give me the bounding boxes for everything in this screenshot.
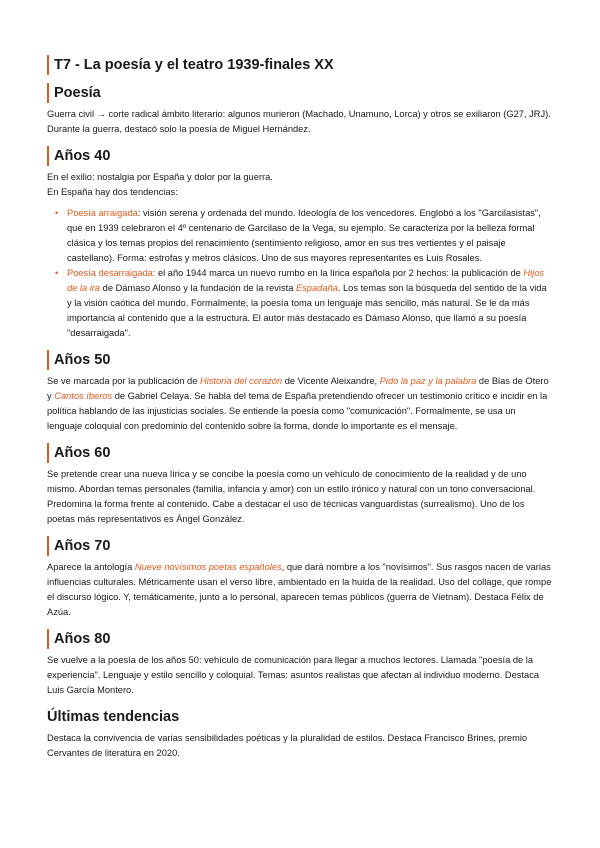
work-cantos-iberos: Cantos íberos: [54, 391, 113, 401]
heading-anos-50: Años 50: [47, 350, 553, 370]
section-anos-40: [47, 146, 553, 341]
term-desarraigada: Poesía desarraigada:: [67, 268, 156, 278]
poesia-text: Guerra civil → corte radical ámbito literario: algunos murieron (Machado, Unamuno, Lorca) y otros se exiliaron (G27, JRJ). Durante la guerra, destacó solo la poesía de Miguel Hernández.: [47, 109, 551, 134]
anos-80-text: Se vuelve a la poesía de los años 50: vehículo de comunicación para llegar a muchos lectores. Llamada "poesía de la experiencia". Lenguaje y estilo sencillo y coloquial. Temas: asuntos realistas que afectan al individuo moderno. Destaca Luis García Montero.: [47, 655, 540, 695]
desarraigada-text-b: de Dámaso Alonso y la fundación de la revista: [100, 283, 296, 293]
work-historia-del-corazon: Historia del corazón: [199, 376, 283, 386]
heading-poesia: Poesía: [47, 83, 553, 103]
anos-50-text-b: de Vicente Aleixandre,: [282, 376, 380, 386]
desarraigada-text-a: el año 1944 marca un nuevo rumbo en la lírica española por 2 hechos: la publicación de: [155, 268, 524, 278]
section-anos-50: [47, 350, 553, 434]
work-espadana: Espadaña: [295, 283, 338, 293]
anos-50-text-d: de Gabriel Celaya. Se habla del tema de España pretendiendo ofrecer un testimonio crítico e incidir en la política hablando de las injusticias sociales. Se entiende la poesía como "comunicación". Formalmente, se usa un lenguaje coloquial con predominio del contenido sobre la forma, donde lo importante es el mensaje.: [47, 391, 548, 431]
page-title: T7 - La poesía y el teatro 1939-finales XX: [47, 55, 553, 75]
heading-anos-70: Años 70: [47, 536, 553, 556]
section-anos-80: [47, 629, 553, 698]
anos-40-line-1: En el exilio: nostalgia por España y dolor por la guerra.: [47, 172, 273, 182]
anos-40-line-2: En España hay dos tendencias:: [47, 187, 178, 197]
arraigada-text: : visión serena y ordenada del mundo. Ideología de los vencedores. Englobó a los "Garcilasistas", que en 1939 celebraron el 4º centenario de Garcilaso de la Vega, su ejemplo. Se caracteriza por la belleza formal clásica y los temas propios del renacimiento (sentimiento religioso, amor en sus tres vertientes y el paisaje castellano). Forma: estrofas y metros clásicos. Uno de sus mayores representantes es Luis Rosales.: [67, 208, 541, 263]
work-hijos-de-la-ira: Hijos de la ira: [67, 268, 545, 293]
section-anos-70: [47, 536, 553, 620]
anos-50-text-c: de Blas de Otero y: [47, 376, 549, 401]
section-ultimas-tendencias: [47, 707, 553, 761]
anos-70-text-b: , que dará nombre a los "novísimos". Sus rasgos nacen de varias influencias culturales. Métricamente usan el verso libre, ambientado en la huida de la realidad. Uso del collage, que rompe el discurso lógico. Y, temáticamente, junto a lo personal, aparecen temas públicos (guerra de Vietnam). Destaca Félix de Azúa.: [47, 562, 552, 617]
term-arraigada: Poesía arraigada: [67, 208, 138, 218]
heading-ultimas-tendencias: Últimas tendencias: [47, 709, 180, 725]
heading-anos-40: Años 40: [47, 146, 553, 166]
list-item-desarraigada: [65, 266, 553, 341]
work-nueve-novisimos: Nueve novísimos poetas españoles: [134, 562, 282, 572]
section-poesia: [47, 83, 553, 137]
anos-50-text: [47, 374, 553, 434]
ultimas-tendencias-text: Destaca la convivencia de varias sensibilidades poéticas y la pluralidad de estilos. Destaca Francisco Brines, premio Cervantes de literatura en 2020.: [47, 733, 528, 758]
heading-anos-60: Años 60: [47, 443, 553, 463]
tendencias-list: [47, 206, 553, 341]
desarraigada-text-c: . Los temas son la búsqueda del sentido de la vida y la visión caótica del mundo. Formalmente, la poesía toma un lenguaje más sencillo, más natural. Se le da más importancia al contenido que a la estructura. El autor más destacado es Dámaso Alonso, que llamó a su poesía "desarraigada".: [67, 283, 547, 338]
anos-70-text-a: Aparece la antología: [47, 562, 135, 572]
work-pido-la-paz: Pido la paz y la palabra: [379, 376, 477, 386]
anos-70-text: [47, 560, 553, 620]
list-item-arraigada: [65, 206, 553, 266]
section-anos-60: [47, 443, 553, 527]
heading-anos-80: Años 80: [47, 629, 553, 649]
anos-50-text-a: Se ve marcada por la publicación de: [47, 376, 200, 386]
anos-60-text: Se pretende crear una nueva lírica y se concibe la poesía como un vehículo de conocimiento de la realidad y de uno mismo. Abordan temas personales (familia, infancia y amor) con un estilo irónico y natural con un tono conversacional. Predomina la forma frente al contenido. Cabe a destacar el uso de técnicas vanguardistas (surrealismo). Uno de los poetas más representativos es Ángel González.: [47, 469, 536, 524]
